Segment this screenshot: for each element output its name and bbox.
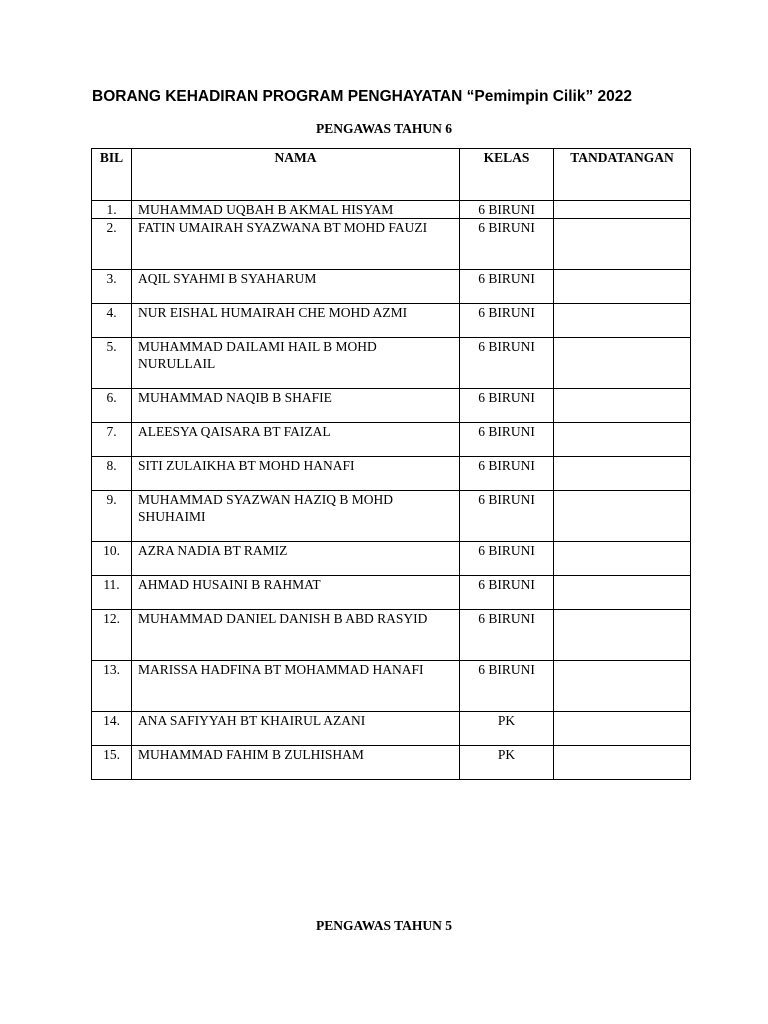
table-row xyxy=(92,304,691,338)
cell-bil: 14. xyxy=(92,712,132,746)
cell-signature[interactable] xyxy=(554,661,691,712)
cell-bil: 7. xyxy=(92,423,132,457)
table-row xyxy=(92,491,691,542)
cell-kelas: 6 BIRUNI xyxy=(460,201,554,219)
cell-nama: FATIN UMAIRAH SYAZWANA BT MOHD FAUZI xyxy=(132,219,460,270)
table-row xyxy=(92,457,691,491)
table-row xyxy=(92,542,691,576)
attendance-table xyxy=(91,148,691,780)
cell-bil: 13. xyxy=(92,661,132,712)
table-row xyxy=(92,610,691,661)
cell-signature[interactable] xyxy=(554,712,691,746)
header-tandatangan: TANDATANGAN xyxy=(554,149,691,201)
cell-kelas: 6 BIRUNI xyxy=(460,338,554,389)
cell-nama: NUR EISHAL HUMAIRAH CHE MOHD AZMI xyxy=(132,304,460,338)
cell-nama: ANA SAFIYYAH BT KHAIRUL AZANI xyxy=(132,712,460,746)
cell-bil: 3. xyxy=(92,270,132,304)
table-row xyxy=(92,423,691,457)
cell-kelas: 6 BIRUNI xyxy=(460,457,554,491)
cell-bil: 5. xyxy=(92,338,132,389)
cell-kelas: 6 BIRUNI xyxy=(460,219,554,270)
cell-kelas: PK xyxy=(460,746,554,780)
cell-bil: 15. xyxy=(92,746,132,780)
cell-nama: MUHAMMAD DAILAMI HAIL B MOHD NURULLAIL xyxy=(132,338,460,389)
cell-nama: MUHAMMAD UQBAH B AKMAL HISYAM xyxy=(132,201,460,219)
cell-bil: 6. xyxy=(92,389,132,423)
cell-nama: AHMAD HUSAINI B RAHMAT xyxy=(132,576,460,610)
cell-bil: 11. xyxy=(92,576,132,610)
cell-signature[interactable] xyxy=(554,270,691,304)
table-row xyxy=(92,576,691,610)
cell-kelas: 6 BIRUNI xyxy=(460,576,554,610)
cell-signature[interactable] xyxy=(554,576,691,610)
cell-bil: 2. xyxy=(92,219,132,270)
header-kelas: KELAS xyxy=(460,149,554,201)
cell-signature[interactable] xyxy=(554,610,691,661)
cell-signature[interactable] xyxy=(554,491,691,542)
cell-kelas: 6 BIRUNI xyxy=(460,491,554,542)
cell-signature[interactable] xyxy=(554,219,691,270)
table-row xyxy=(92,389,691,423)
table-row xyxy=(92,338,691,389)
section-title-tahun-5: PENGAWAS TAHUN 5 xyxy=(315,918,453,933)
cell-kelas: 6 BIRUNI xyxy=(460,661,554,712)
table-row xyxy=(92,661,691,712)
cell-nama: MUHAMMAD NAQIB B SHAFIE xyxy=(132,389,460,423)
table-row xyxy=(92,219,691,270)
table-header-row xyxy=(92,149,691,201)
cell-kelas: 6 BIRUNI xyxy=(460,542,554,576)
cell-bil: 10. xyxy=(92,542,132,576)
table-row xyxy=(92,270,691,304)
cell-bil: 1. xyxy=(92,201,132,219)
cell-signature[interactable] xyxy=(554,457,691,491)
table-row xyxy=(92,746,691,780)
cell-signature[interactable] xyxy=(554,304,691,338)
cell-signature[interactable] xyxy=(554,201,691,219)
cell-nama: MARISSA HADFINA BT MOHAMMAD HANAFI xyxy=(132,661,460,712)
table-row xyxy=(92,712,691,746)
cell-kelas: 6 BIRUNI xyxy=(460,389,554,423)
cell-bil: 4. xyxy=(92,304,132,338)
cell-bil: 8. xyxy=(92,457,132,491)
cell-signature[interactable] xyxy=(554,389,691,423)
cell-nama: MUHAMMAD FAHIM B ZULHISHAM xyxy=(132,746,460,780)
cell-kelas: 6 BIRUNI xyxy=(460,304,554,338)
cell-nama: ALEESYA QAISARA BT FAIZAL xyxy=(132,423,460,457)
cell-signature[interactable] xyxy=(554,423,691,457)
cell-nama: MUHAMMAD DANIEL DANISH B ABD RASYID xyxy=(132,610,460,661)
header-bil: BIL xyxy=(92,149,132,201)
table-row xyxy=(92,201,691,219)
cell-nama: AQIL SYAHMI B SYAHARUM xyxy=(132,270,460,304)
cell-nama: AZRA NADIA BT RAMIZ xyxy=(132,542,460,576)
cell-bil: 9. xyxy=(92,491,132,542)
cell-kelas: 6 BIRUNI xyxy=(460,610,554,661)
section-title-tahun-6: PENGAWAS TAHUN 6 xyxy=(315,121,453,136)
cell-signature[interactable] xyxy=(554,338,691,389)
cell-bil: 12. xyxy=(92,610,132,661)
cell-nama: MUHAMMAD SYAZWAN HAZIQ B MOHD SHUHAIMI xyxy=(132,491,460,542)
cell-kelas: 6 BIRUNI xyxy=(460,423,554,457)
cell-kelas: PK xyxy=(460,712,554,746)
cell-kelas: 6 BIRUNI xyxy=(460,270,554,304)
header-nama: NAMA xyxy=(132,149,460,201)
cell-signature[interactable] xyxy=(554,542,691,576)
cell-signature[interactable] xyxy=(554,746,691,780)
page-title: BORANG KEHADIRAN PROGRAM PENGHAYATAN “Pemimpin Cilik” 2022 xyxy=(92,88,633,105)
cell-nama: SITI ZULAIKHA BT MOHD HANAFI xyxy=(132,457,460,491)
